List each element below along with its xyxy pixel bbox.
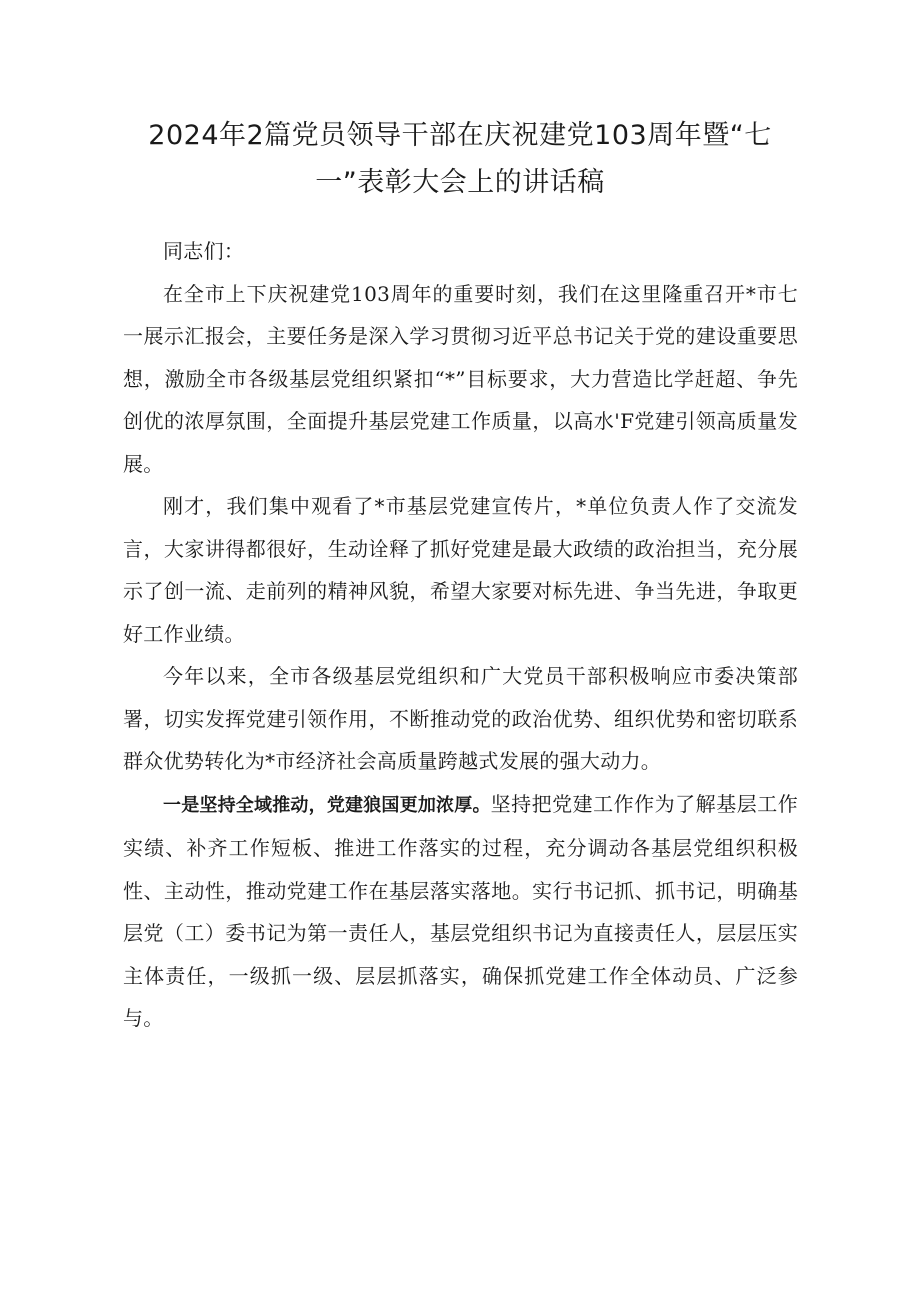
section-1-paragraph — [123, 783, 798, 1040]
paragraph-1: 在全市上下庆祝建党103周年的重要时刻，我们在这里隆重召开*市七一展示汇报会，主要任务是深入学习贯彻习近平总书记关于党的建设重要思想，激励全市各级基层党组织紧扣“*”目标要求，大力营造比学赶超、争先创优的浓厚氛围，全面提升基层党建工作质量，以高水'F党建引领高质量发展。 — [123, 281, 798, 476]
section-1-text: 坚持把党建工作作为了解基层工作实绩、补齐工作短板、推进工作落实的过程，充分调动各基层党组织积极性、主动性，推动党建工作在基层落实落地。实行书记抓、抓书记，明确基层党（工）委书记为第一责任人，基层党组织书记为直接责任人，层层压实主体责任，一级抓一级、层层抓落实，确保抓党建工作全体动员、广泛参与。 — [123, 791, 798, 1030]
document-title — [120, 112, 800, 206]
title-line-1: 2024年2篇党员领导干部在庆祝建党103周年暨“七 — [148, 120, 772, 151]
title-line-2: 一”表彰大会上的讲话稿 — [315, 167, 605, 198]
paragraph-2: 刚才，我们集中观看了*市基层党建宣传片，*单位负责人作了交流发言，大家讲得都很好，生动诠释了抓好党建是最大政绩的政治担当，充分展示了创一流、走前列的精神风貌，希望大家要对标先进、争当先进，争取更好工作业绩。 — [123, 494, 798, 646]
section-1-lead: 一是坚持全域推动，党建狼国更加浓厚。 — [163, 794, 491, 816]
salutation: 同志们： — [163, 239, 245, 263]
paragraph-3: 今年以来，全市各级基层党组织和广大党员干部积极响应市委决策部署，切实发挥党建引领作用，不断推动党的政治优势、组织优势和密切联系群众优势转化为*市经济社会高质量跨越式发展的强大动力。 — [123, 664, 798, 773]
document-body — [123, 230, 798, 1040]
